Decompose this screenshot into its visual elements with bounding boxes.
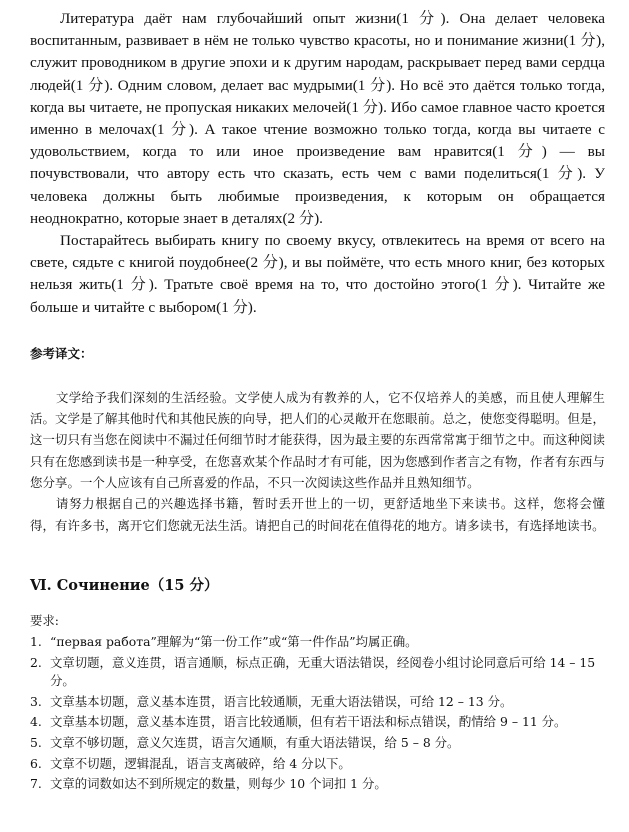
requirements-list [30,633,605,794]
russian-paragraph-2: Постарайтесь выбирать книгу по своему вкусу, отвлекитесь на время от всего на свете, сядьте с книгой поудобнее(2 分), и вы поймёте, что есть много книг, без которых нельзя жить(1 分). Тратьте своё время на то, что достойно этого(1 分). Читайте же больше и читайте с выбором(1 分). [30,232,605,316]
russian-paragraph-1: Литература даёт нам глубочайший опыт жизни(1 分). Она делает человека воспитанным, развивает в нём не только чувство красоты, но и понимание жизни(1 分), служит проводником в другие эпохи и к другим народам, раскрывает перед вами сердца людей(1 分). Одним словом, делает вас мудрыми(1 分). Но всё это даётся только тогда, когда вы читаете, не пропуская никаких мелочей(1 分). Ибо самое главное часто кроется именно в мелочах(1 分). А такое чтение возможно только тогда, когда вы читаете с удовольствием, когда то или иное произведение вам нравится(1 分) — вы почувствовали, что автору есть что сказать, есть чем с вами поделиться(1 分). У человека должны быть любимые произведения, к которым он обращается неоднократно, которые знает в деталях(2 分). [30,10,605,227]
chinese-paragraph-2: 请努力根据自己的兴趣选择书籍，暂时丢开世上的一切，更舒适地坐下来读书。这样，您将会懂得，有许多书，离开它们您就无法生活。请把自己的时间花在值得花的地方。请多读书，有选择地读书。 [30,496,605,533]
requirement-text: 文章不够切题，意义欠连贯，语言欠通顺，有重大语法错误，给 5 – 8 分。 [50,734,460,750]
requirements-label: 要求: [30,612,59,628]
chinese-translation [30,387,605,536]
section-title: Ⅵ. Сочинение（15 分） [30,576,219,594]
requirement-number: 6. [30,755,42,771]
requirement-item [30,734,605,752]
requirement-text: 文章不切题，逻辑混乱，语言支离破碎，给 4 分以下。 [50,755,351,771]
requirement-item [30,633,605,651]
requirement-text: 文章的词数如达不到所规定的数量，则每少 10 个词扣 1 分。 [50,776,387,792]
russian-text [30,8,605,319]
translation-heading: 参考译文： [30,345,93,361]
requirement-number: 4. [30,714,42,730]
requirement-text: 文章基本切题，意义基本连贯，语言比较通顺，但有若干语法和标点错误，酌情给 9 – 11 分。 [50,714,567,730]
requirement-text: “первая работа”理解为“第一份工作”或“第一件作品”均属正确。 [50,633,418,649]
requirement-number: 7. [30,776,42,792]
chinese-paragraph-1: 文学给予我们深刻的生活经验。文学使人成为有教养的人，它不仅培养人的美感，而且使人理解生活。文学是了解其他时代和其他民族的向导，把人们的心灵敞开在您眼前。总之，使您变得聪明。但是，这一切只有当您在阅读中不漏过任何细节时才能获得，因为最主要的东西常常寓于细节之中。而这种阅读只有在您感到读书是一种享受，在您喜欢某个作品时才有可能，因为您感到作者言之有物，作者有东西与您分享。一个人应该有自己所喜爱的作品，不只一次阅读这些作品并且熟知细节。 [30,389,605,491]
requirement-item [30,755,605,773]
requirement-text: 文章切题，意义连贯，语言通顺，标点正确，无重大语法错误，经阅卷小组讨论同意后可给 14 – 15 分。 [50,654,596,688]
requirement-item [30,775,605,793]
requirement-item [30,693,605,711]
requirement-number: 2. [30,654,42,670]
requirement-text: 文章基本切题，意义基本连贯，语言比较通顺，无重大语法错误，可给 12 – 13 分。 [50,693,513,709]
requirement-item [30,654,605,691]
requirement-number: 3. [30,693,42,709]
requirement-item [30,713,605,731]
requirement-number: 1. [30,633,42,649]
requirement-number: 5. [30,734,42,750]
